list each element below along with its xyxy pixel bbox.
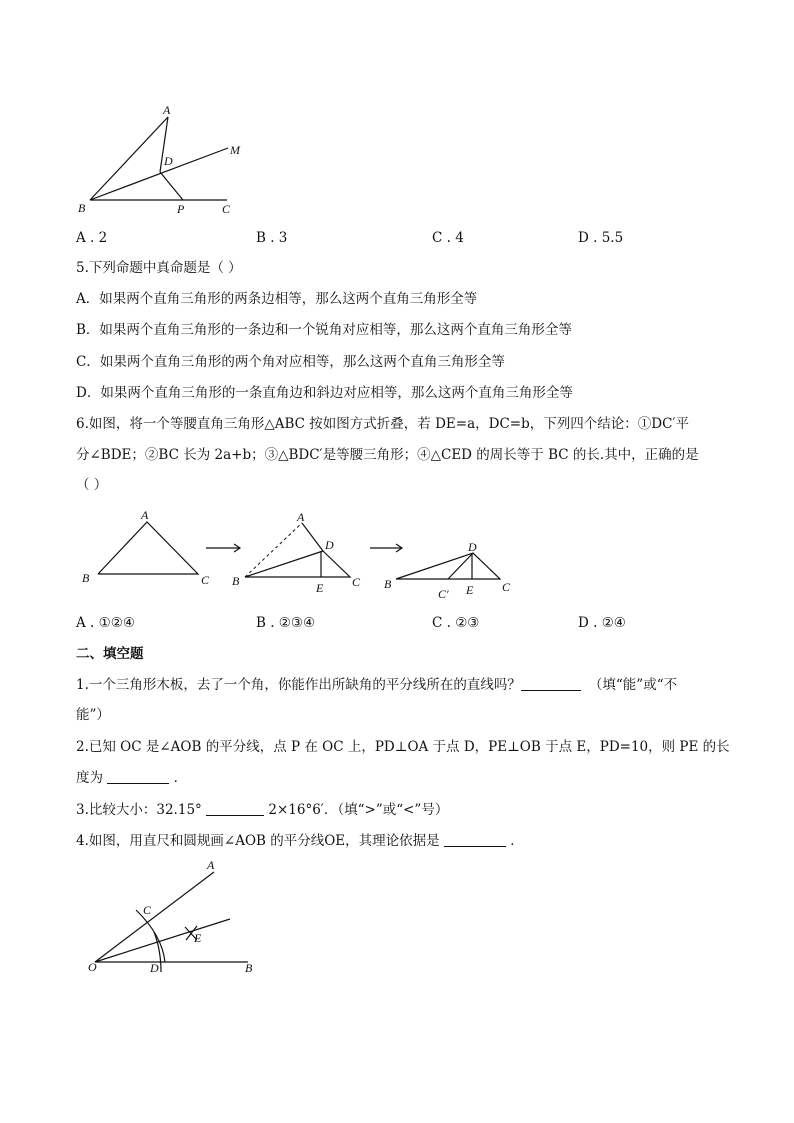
fill-q1-blank[interactable] — [521, 676, 581, 691]
fig2-label-c2: C — [352, 575, 361, 589]
q6-option-d: D . ②④ — [578, 615, 626, 631]
q5-option-d: D．如果两个直角三角形的一条直角边和斜边对应相等，那么这两个直角三角形全等 — [76, 385, 573, 401]
fig2-label-b2: B — [232, 574, 240, 588]
fill-q3 — [76, 801, 448, 819]
fig1-label-a: A — [163, 103, 171, 117]
fig3-label-o: O — [88, 960, 97, 974]
fill-q1-text: 1.一个三角形木板，去了一个角，你能作出所缺角的平分线所在的直线吗？ — [76, 677, 521, 693]
fig2-label-b3: B — [384, 577, 392, 591]
fill-q1-cont: 能”） — [76, 707, 110, 723]
fig1-label-p: P — [177, 202, 185, 216]
q4-option-c: C . 4 — [432, 230, 464, 246]
fill-q3-blank[interactable] — [206, 801, 264, 816]
fill-q4-text: 4.如图，用直尺和圆规画∠AOB 的平分线OE，其理论依据是 — [76, 833, 440, 849]
fill-q4-end: ． — [510, 833, 524, 849]
q4-option-a: A . 2 — [76, 230, 108, 246]
fig2-label-d3: D — [468, 540, 477, 554]
fig1-label-d: D — [164, 154, 173, 168]
q6-option-c: C . ②③ — [432, 615, 480, 631]
fig2-label-e3: E — [466, 583, 474, 597]
section-heading-fill-in: 二、填空题 — [76, 646, 144, 662]
fig3-label-d: D — [150, 961, 159, 975]
fill-q2-cont — [76, 769, 187, 787]
fill-q3-rest: 2×16°6′．（填“>”或“<”号） — [268, 802, 449, 818]
q6-option-a: A . ①②④ — [76, 615, 135, 631]
fig2-label-d2: D — [325, 538, 334, 552]
fill-q1 — [76, 676, 677, 694]
fig1-label-b: B — [78, 201, 86, 215]
fill-q2: 2.已知 OC 是∠AOB 的平分线，点 P 在 OC 上，PD⊥OA 于点 D，PE⊥OB 于点 E，PD=10，则 PE 的长 — [76, 739, 730, 755]
q4-option-b: B . 3 — [256, 230, 288, 246]
fill-q4-blank[interactable] — [444, 832, 506, 847]
fig2-label-cp: C′ — [438, 587, 449, 601]
fig2-label-c1: C — [201, 573, 210, 587]
fig1-label-m: M — [230, 143, 240, 157]
q4-option-d: D . 5.5 — [578, 230, 624, 246]
fig2-label-a2: A — [297, 510, 305, 524]
fill-q4 — [76, 832, 524, 850]
fig2-label-b1: B — [82, 571, 90, 585]
fill-q2-blank[interactable] — [107, 769, 169, 784]
q5-stem: 5.下列命题中真命题是（ ） — [76, 260, 242, 276]
fill-q3-text: 3.比较大小：32.15° — [76, 802, 202, 818]
q6-line-2: 分∠BDE；②BC 长为 2a+b；③△BDC′是等腰三角形；④△CED 的周长等于 BC 的长.其中，正确的是 — [76, 447, 699, 463]
fig2-label-a1: A — [141, 508, 149, 522]
fig2-label-e2: E — [316, 581, 324, 595]
q6-line-3: （ ） — [76, 477, 108, 493]
fill-q2-text: 度为 — [76, 770, 103, 786]
fig1-label-c: C — [222, 202, 231, 216]
q5-option-c: C．如果两个直角三角形的两个角对应相等，那么这两个直角三角形全等 — [76, 354, 505, 370]
fig3-label-e: E — [194, 931, 202, 945]
fig2-label-c3: C — [502, 580, 511, 594]
q6-option-b: B . ②③④ — [256, 615, 316, 631]
fig3-label-c: C — [143, 903, 152, 917]
fill-q2-end: ． — [173, 770, 188, 786]
fig3-label-a: A — [207, 858, 215, 872]
q5-option-a: A．如果两个直角三角形的两条边相等，那么这两个直角三角形全等 — [76, 291, 478, 307]
fill-q1-hint: （填“能”或“不 — [588, 677, 678, 693]
q6-line-1: 6.如图，将一个等腰直角三角形△ABC 按如图方式折叠，若 DE=a，DC=b，下列四个结论：①DC′平 — [76, 416, 689, 432]
fig3-label-b: B — [245, 961, 253, 975]
q5-option-b: B．如果两个直角三角形的一条边和一个锐角对应相等，那么这两个直角三角形全等 — [76, 322, 572, 338]
